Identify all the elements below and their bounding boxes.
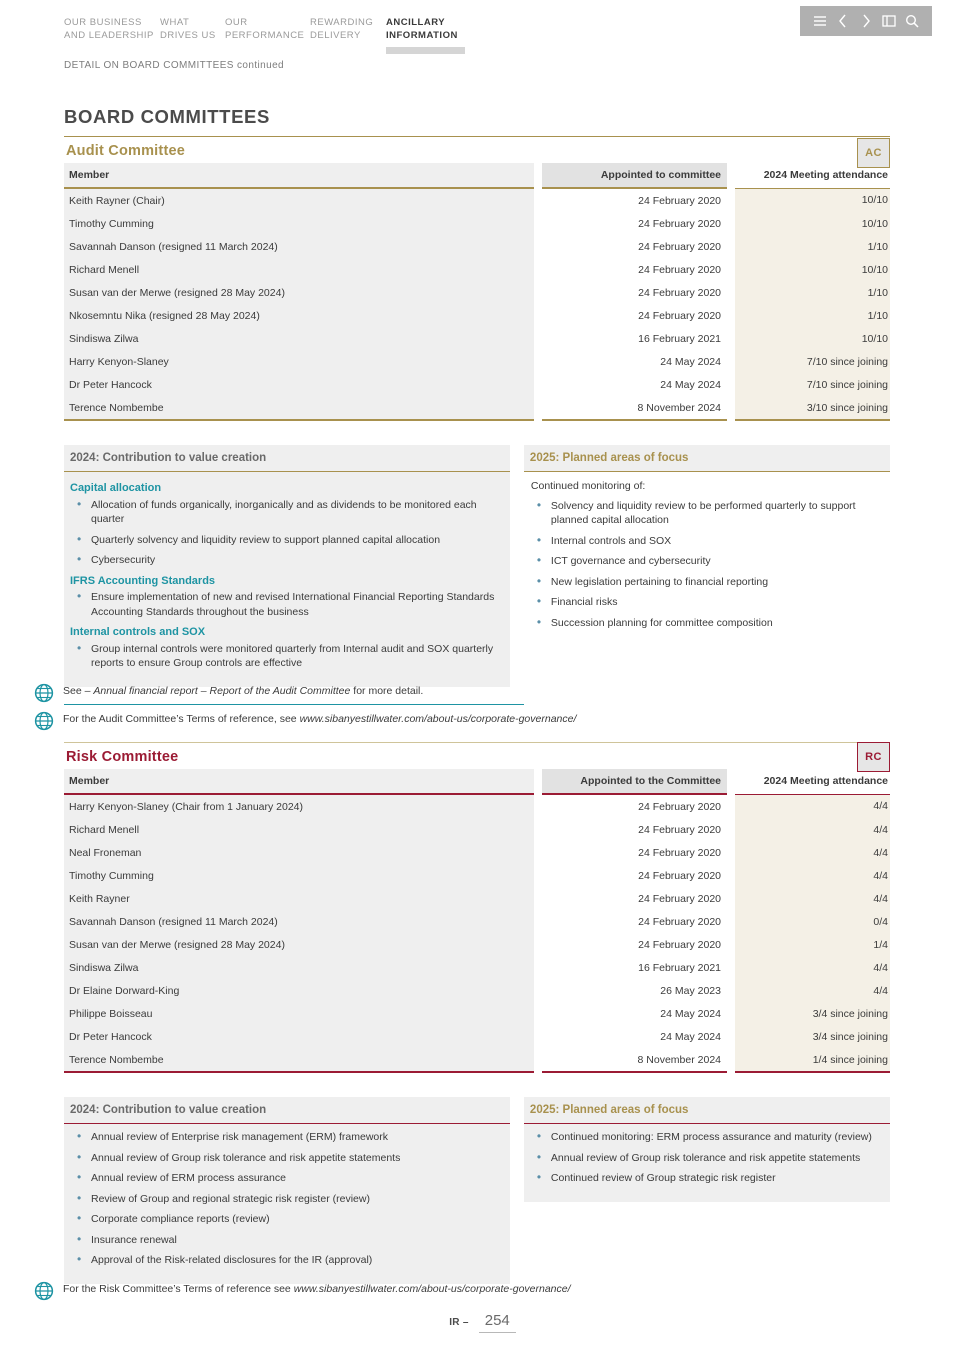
table-row (64, 1048, 890, 1072)
cell-gap (534, 373, 542, 396)
risk-contribution-panel (64, 1097, 510, 1284)
cell-attendance: 4/4 (735, 818, 890, 841)
header-gap2 (727, 163, 735, 188)
cell-attendance: 1/10 (735, 304, 890, 327)
header-gap2 (727, 769, 735, 794)
cell-gap (727, 1002, 735, 1025)
bullet-item: • Solvency and liquidity review to be performed quarterly to support planned capital allocation (530, 499, 882, 528)
cell-gap (534, 188, 542, 212)
bullet-list (530, 499, 882, 631)
cell-appointed: 24 February 2020 (542, 281, 727, 304)
cell-member: Timothy Cumming (64, 212, 534, 235)
cell-attendance: 1/10 (735, 235, 890, 258)
cell-member: Savannah Danson (resigned 11 March 2024) (64, 235, 534, 258)
cell-gap (727, 235, 735, 258)
cell-appointed: 24 May 2024 (542, 1002, 727, 1025)
risk-contribution-body (64, 1124, 510, 1284)
cell-member: Susan van der Merwe (resigned 28 May 2024) (64, 281, 534, 304)
cell-appointed: 8 November 2024 (542, 396, 727, 420)
bullet-item: • ICT governance and cybersecurity (530, 554, 882, 569)
risk-members-table (64, 769, 890, 1073)
cell-gap (534, 350, 542, 373)
chevron-left-icon[interactable] (835, 13, 851, 29)
reader-toolbar (800, 6, 932, 36)
cell-gap (727, 979, 735, 1002)
header-appointed: Appointed to the Committee (542, 769, 727, 794)
nav-item-our-performance[interactable] (225, 16, 310, 54)
cell-gap (727, 794, 735, 818)
header-attendance: 2024 Meeting attendance (735, 163, 890, 188)
cell-gap (534, 1002, 542, 1025)
risk-focus-body (524, 1124, 890, 1202)
bullet-item: • Review of Group and regional strategic risk register (review) (70, 1192, 502, 1207)
audit-terms-url[interactable]: www.sibanyestillwater.com/about-us/corporate-governance/ (299, 713, 577, 725)
audit-focus-heading: 2025: Planned areas of focus (524, 445, 890, 472)
cell-gap (534, 327, 542, 350)
cell-gap (727, 188, 735, 212)
cell-attendance: 7/10 since joining (735, 350, 890, 373)
globe-icon (34, 683, 54, 703)
bullet-list (70, 590, 502, 619)
cell-gap (727, 304, 735, 327)
cell-appointed: 16 February 2021 (542, 956, 727, 979)
cell-gap (727, 818, 735, 841)
bullet-item: • New legislation pertaining to financial reporting (530, 575, 882, 590)
header-member: Member (64, 163, 534, 188)
cell-member: Richard Menell (64, 818, 534, 841)
risk-committee-badge[interactable]: RC (857, 742, 890, 772)
cell-appointed: 24 February 2020 (542, 258, 727, 281)
cell-member: Sindiswa Zilwa (64, 956, 534, 979)
cell-attendance: 0/4 (735, 910, 890, 933)
nav-item-our-business[interactable] (64, 16, 160, 54)
table-row (64, 396, 890, 420)
bullet-item: • Financial risks (530, 595, 882, 610)
bullet-item: • Allocation of funds organically, inorganically and as dividends to be monitored each quarter (70, 498, 502, 527)
table-row (64, 327, 890, 350)
table-row (64, 956, 890, 979)
bullet-item: • Group internal controls were monitored quarterly from Internal audit and SOX quarterly reports to ensure Group controls are effective (70, 642, 502, 671)
table-row (64, 933, 890, 956)
header-appointed: Appointed to committee (542, 163, 727, 188)
table-header-row (64, 163, 890, 188)
cell-attendance: 1/4 (735, 933, 890, 956)
table-row (64, 373, 890, 396)
cell-appointed: 24 February 2020 (542, 212, 727, 235)
cell-attendance: 10/10 (735, 188, 890, 212)
cell-attendance: 4/4 (735, 979, 890, 1002)
cell-gap (534, 887, 542, 910)
cell-gap (727, 933, 735, 956)
cell-gap (534, 910, 542, 933)
cell-gap (534, 304, 542, 327)
cell-appointed: 24 May 2024 (542, 373, 727, 396)
nav-label-line2: PERFORMANCE (225, 30, 305, 41)
cell-gap (727, 841, 735, 864)
cell-gap (534, 235, 542, 258)
bullet-item: • Approval of the Risk-related disclosures for the IR (approval) (70, 1253, 502, 1268)
cell-attendance: 10/10 (735, 327, 890, 350)
table-row (64, 818, 890, 841)
bullet-list (70, 642, 502, 671)
cell-member: Savannah Danson (resigned 11 March 2024) (64, 910, 534, 933)
cell-gap (727, 864, 735, 887)
cell-gap (534, 396, 542, 420)
table-row (64, 258, 890, 281)
cell-attendance: 3/4 since joining (735, 1002, 890, 1025)
cell-attendance: 3/10 since joining (735, 396, 890, 420)
cell-gap (727, 956, 735, 979)
audit-internal-reference[interactable] (34, 683, 594, 703)
cell-appointed: 24 February 2020 (542, 188, 727, 212)
bullet-item: • Insurance renewal (70, 1233, 502, 1248)
audit-terms-reference-text: For the Audit Committee’s Terms of reference, see www.sibanyestillwater.com/about-us/corporate-governance/ (63, 713, 577, 725)
top-navigation (64, 16, 481, 54)
cell-attendance: 4/4 (735, 864, 890, 887)
cell-gap (727, 1048, 735, 1072)
cell-gap (534, 212, 542, 235)
audit-internal-reference-title: Annual financial report – Report of the Audit Committee (93, 685, 351, 697)
header-member: Member (64, 769, 534, 794)
bullet-item: • Corporate compliance reports (review) (70, 1212, 502, 1227)
cell-gap (727, 396, 735, 420)
cell-gap (534, 1025, 542, 1048)
table-row (64, 841, 890, 864)
cell-attendance: 1/4 since joining (735, 1048, 890, 1072)
nav-label-line1: ANCILLARY (386, 17, 446, 28)
cell-member: Nkosemntu Nika (resigned 28 May 2024) (64, 304, 534, 327)
risk-panels (64, 1097, 890, 1284)
audit-contribution-heading: 2024: Contribution to value creation (64, 445, 510, 472)
chevron-right-icon[interactable] (858, 13, 874, 29)
cell-appointed: 16 February 2021 (542, 327, 727, 350)
risk-focus-heading: 2025: Planned areas of focus (524, 1097, 890, 1124)
table-row (64, 235, 890, 258)
cell-attendance: 4/4 (735, 794, 890, 818)
header-gap (534, 769, 542, 794)
audit-committee-badge[interactable]: AC (857, 138, 890, 168)
cell-member: Terence Nombembe (64, 1048, 534, 1072)
cell-appointed: 24 February 2020 (542, 235, 727, 258)
header-attendance: 2024 Meeting attendance (735, 769, 890, 794)
cell-attendance: 1/10 (735, 281, 890, 304)
bullet-item: • Cybersecurity (70, 553, 502, 568)
subheading: IFRS Accounting Standards (70, 574, 216, 587)
nav-item-ancillary-information[interactable] (386, 16, 481, 54)
cell-attendance: 10/10 (735, 212, 890, 235)
table-row (64, 212, 890, 235)
nav-label-line1: OUR BUSINESS (64, 17, 142, 28)
page-footer (0, 1312, 965, 1333)
cell-appointed: 8 November 2024 (542, 1048, 727, 1072)
bullet-item: • Quarterly solvency and liquidity review to support planned capital allocation (70, 533, 502, 548)
page-number: 254 (479, 1312, 516, 1333)
audit-focus-panel (524, 445, 890, 687)
cell-gap (727, 1025, 735, 1048)
bullet-item: • Annual review of Group risk tolerance and risk appetite statements (70, 1151, 502, 1166)
nav-label-line2: AND LEADERSHIP (64, 30, 154, 41)
cell-gap (727, 887, 735, 910)
risk-committee-title: Risk Committee (66, 749, 179, 765)
cell-gap (727, 258, 735, 281)
cell-gap (534, 864, 542, 887)
risk-focus-panel (524, 1097, 890, 1284)
risk-terms-url[interactable]: www.sibanyestillwater.com/about-us/corporate-governance/ (293, 1283, 571, 1295)
risk-terms-reference-text: For the Risk Committee’s Terms of reference see www.sibanyestillwater.com/about-us/corporate-governance/ (63, 1283, 571, 1295)
audit-contribution-body (64, 472, 510, 687)
page-view-icon[interactable] (881, 13, 897, 29)
cell-appointed: 24 February 2020 (542, 794, 727, 818)
cell-attendance: 4/4 (735, 887, 890, 910)
cell-appointed: 24 February 2020 (542, 841, 727, 864)
table-row (64, 864, 890, 887)
bullet-item: • Annual review of Enterprise risk management (ERM) framework (70, 1130, 502, 1145)
bullet-item: • Internal controls and SOX (530, 534, 882, 549)
nav-item-rewarding-delivery[interactable] (310, 16, 386, 54)
cell-gap (727, 350, 735, 373)
table-row (64, 188, 890, 212)
risk-terms-reference[interactable] (34, 1281, 734, 1301)
nav-item-what-drives-us[interactable] (160, 16, 225, 54)
table-row (64, 910, 890, 933)
cell-member: Timothy Cumming (64, 864, 534, 887)
bullet-list (530, 1130, 882, 1186)
bullet-item: • Ensure implementation of new and revised International Financial Reporting Standards Accounting Standards throughout the business (70, 590, 502, 619)
cell-attendance: 3/4 since joining (735, 1025, 890, 1048)
nav-label-line1: WHAT (160, 17, 190, 28)
risk-committee-section (64, 742, 890, 1284)
nav-label-line2: DRIVES US (160, 30, 216, 41)
risk-contribution-heading: 2024: Contribution to value creation (64, 1097, 510, 1124)
cell-member: Sindiswa Zilwa (64, 327, 534, 350)
cell-gap (534, 956, 542, 979)
audit-terms-reference[interactable] (34, 711, 734, 731)
cell-gap (727, 327, 735, 350)
cell-member: Philippe Boisseau (64, 1002, 534, 1025)
cell-appointed: 24 February 2020 (542, 933, 727, 956)
cell-gap (727, 281, 735, 304)
globe-icon (34, 711, 54, 731)
table-row (64, 887, 890, 910)
cell-appointed: 24 February 2020 (542, 887, 727, 910)
cell-gap (534, 841, 542, 864)
subheading: Internal controls and SOX (70, 626, 206, 638)
audit-focus-body (524, 472, 890, 646)
cell-gap (534, 979, 542, 1002)
globe-icon (34, 1281, 54, 1301)
footer-label: IR – (449, 1317, 469, 1328)
cell-member: Terence Nombembe (64, 396, 534, 420)
cell-member: Keith Rayner (Chair) (64, 188, 534, 212)
nav-active-underline (386, 47, 465, 54)
cell-member: Neal Froneman (64, 841, 534, 864)
audit-committee-title: Audit Committee (66, 143, 185, 159)
cell-gap (534, 258, 542, 281)
cell-appointed: 24 February 2020 (542, 818, 727, 841)
search-icon[interactable] (904, 13, 920, 29)
focus-intro: Continued monitoring of: (530, 480, 646, 492)
audit-contribution-panel (64, 445, 510, 687)
cell-gap (727, 373, 735, 396)
cell-appointed: 26 May 2023 (542, 979, 727, 1002)
cell-member: Dr Peter Hancock (64, 373, 534, 396)
bullet-item: • Annual review of ERM process assurance (70, 1171, 502, 1186)
cell-gap (534, 281, 542, 304)
table-row (64, 979, 890, 1002)
table-header-row (64, 769, 890, 794)
cell-gap (727, 910, 735, 933)
cell-gap (727, 212, 735, 235)
audit-committee-section (64, 136, 890, 687)
audit-internal-reference-text: See – Annual financial report – Report of the Audit Committee for more detail. (63, 685, 424, 697)
bullet-item: • Continued review of Group strategic risk register (530, 1171, 882, 1186)
cell-member: Susan van der Merwe (resigned 28 May 2024) (64, 933, 534, 956)
cell-appointed: 24 February 2020 (542, 864, 727, 887)
cell-gap (534, 794, 542, 818)
cell-member: Dr Elaine Dorward-King (64, 979, 534, 1002)
cell-appointed: 24 February 2020 (542, 304, 727, 327)
cell-attendance: 10/10 (735, 258, 890, 281)
cell-attendance: 4/4 (735, 956, 890, 979)
table-row (64, 350, 890, 373)
cell-member: Richard Menell (64, 258, 534, 281)
header-gap (534, 163, 542, 188)
bullet-item: • Annual review of Group risk tolerance and risk appetite statements (530, 1151, 882, 1166)
table-row (64, 1002, 890, 1025)
page-title: BOARD COMMITTEES (64, 106, 270, 127)
table-row (64, 794, 890, 818)
bullet-list (70, 1130, 502, 1268)
cell-member: Harry Kenyon-Slaney (64, 350, 534, 373)
audit-reference-rule (64, 704, 524, 705)
nav-label-line2: DELIVERY (310, 30, 361, 41)
cell-attendance: 7/10 since joining (735, 373, 890, 396)
table-row (64, 281, 890, 304)
cell-appointed: 24 May 2024 (542, 350, 727, 373)
cell-member: Dr Peter Hancock (64, 1025, 534, 1048)
cell-attendance: 4/4 (735, 841, 890, 864)
running-head: DETAIL ON BOARD COMMITTEES continued (64, 60, 285, 71)
cell-gap (534, 1048, 542, 1072)
cell-gap (534, 933, 542, 956)
nav-label-line2: INFORMATION (386, 30, 458, 41)
cell-appointed: 24 May 2024 (542, 1025, 727, 1048)
audit-panels (64, 445, 890, 687)
cell-member: Keith Rayner (64, 887, 534, 910)
nav-label-line1: REWARDING (310, 17, 374, 28)
table-row (64, 1025, 890, 1048)
bullet-list (70, 498, 502, 568)
cell-gap (534, 818, 542, 841)
bullet-item: • Succession planning for committee composition (530, 616, 882, 631)
menu-icon[interactable] (812, 13, 828, 29)
cell-appointed: 24 February 2020 (542, 910, 727, 933)
bullet-item: • Continued monitoring: ERM process assurance and maturity (review) (530, 1130, 882, 1145)
cell-member: Harry Kenyon-Slaney (Chair from 1 January 2024) (64, 794, 534, 818)
subheading: Capital allocation (70, 482, 162, 494)
nav-label-line1: OUR (225, 17, 248, 28)
table-row (64, 304, 890, 327)
audit-members-table (64, 163, 890, 421)
